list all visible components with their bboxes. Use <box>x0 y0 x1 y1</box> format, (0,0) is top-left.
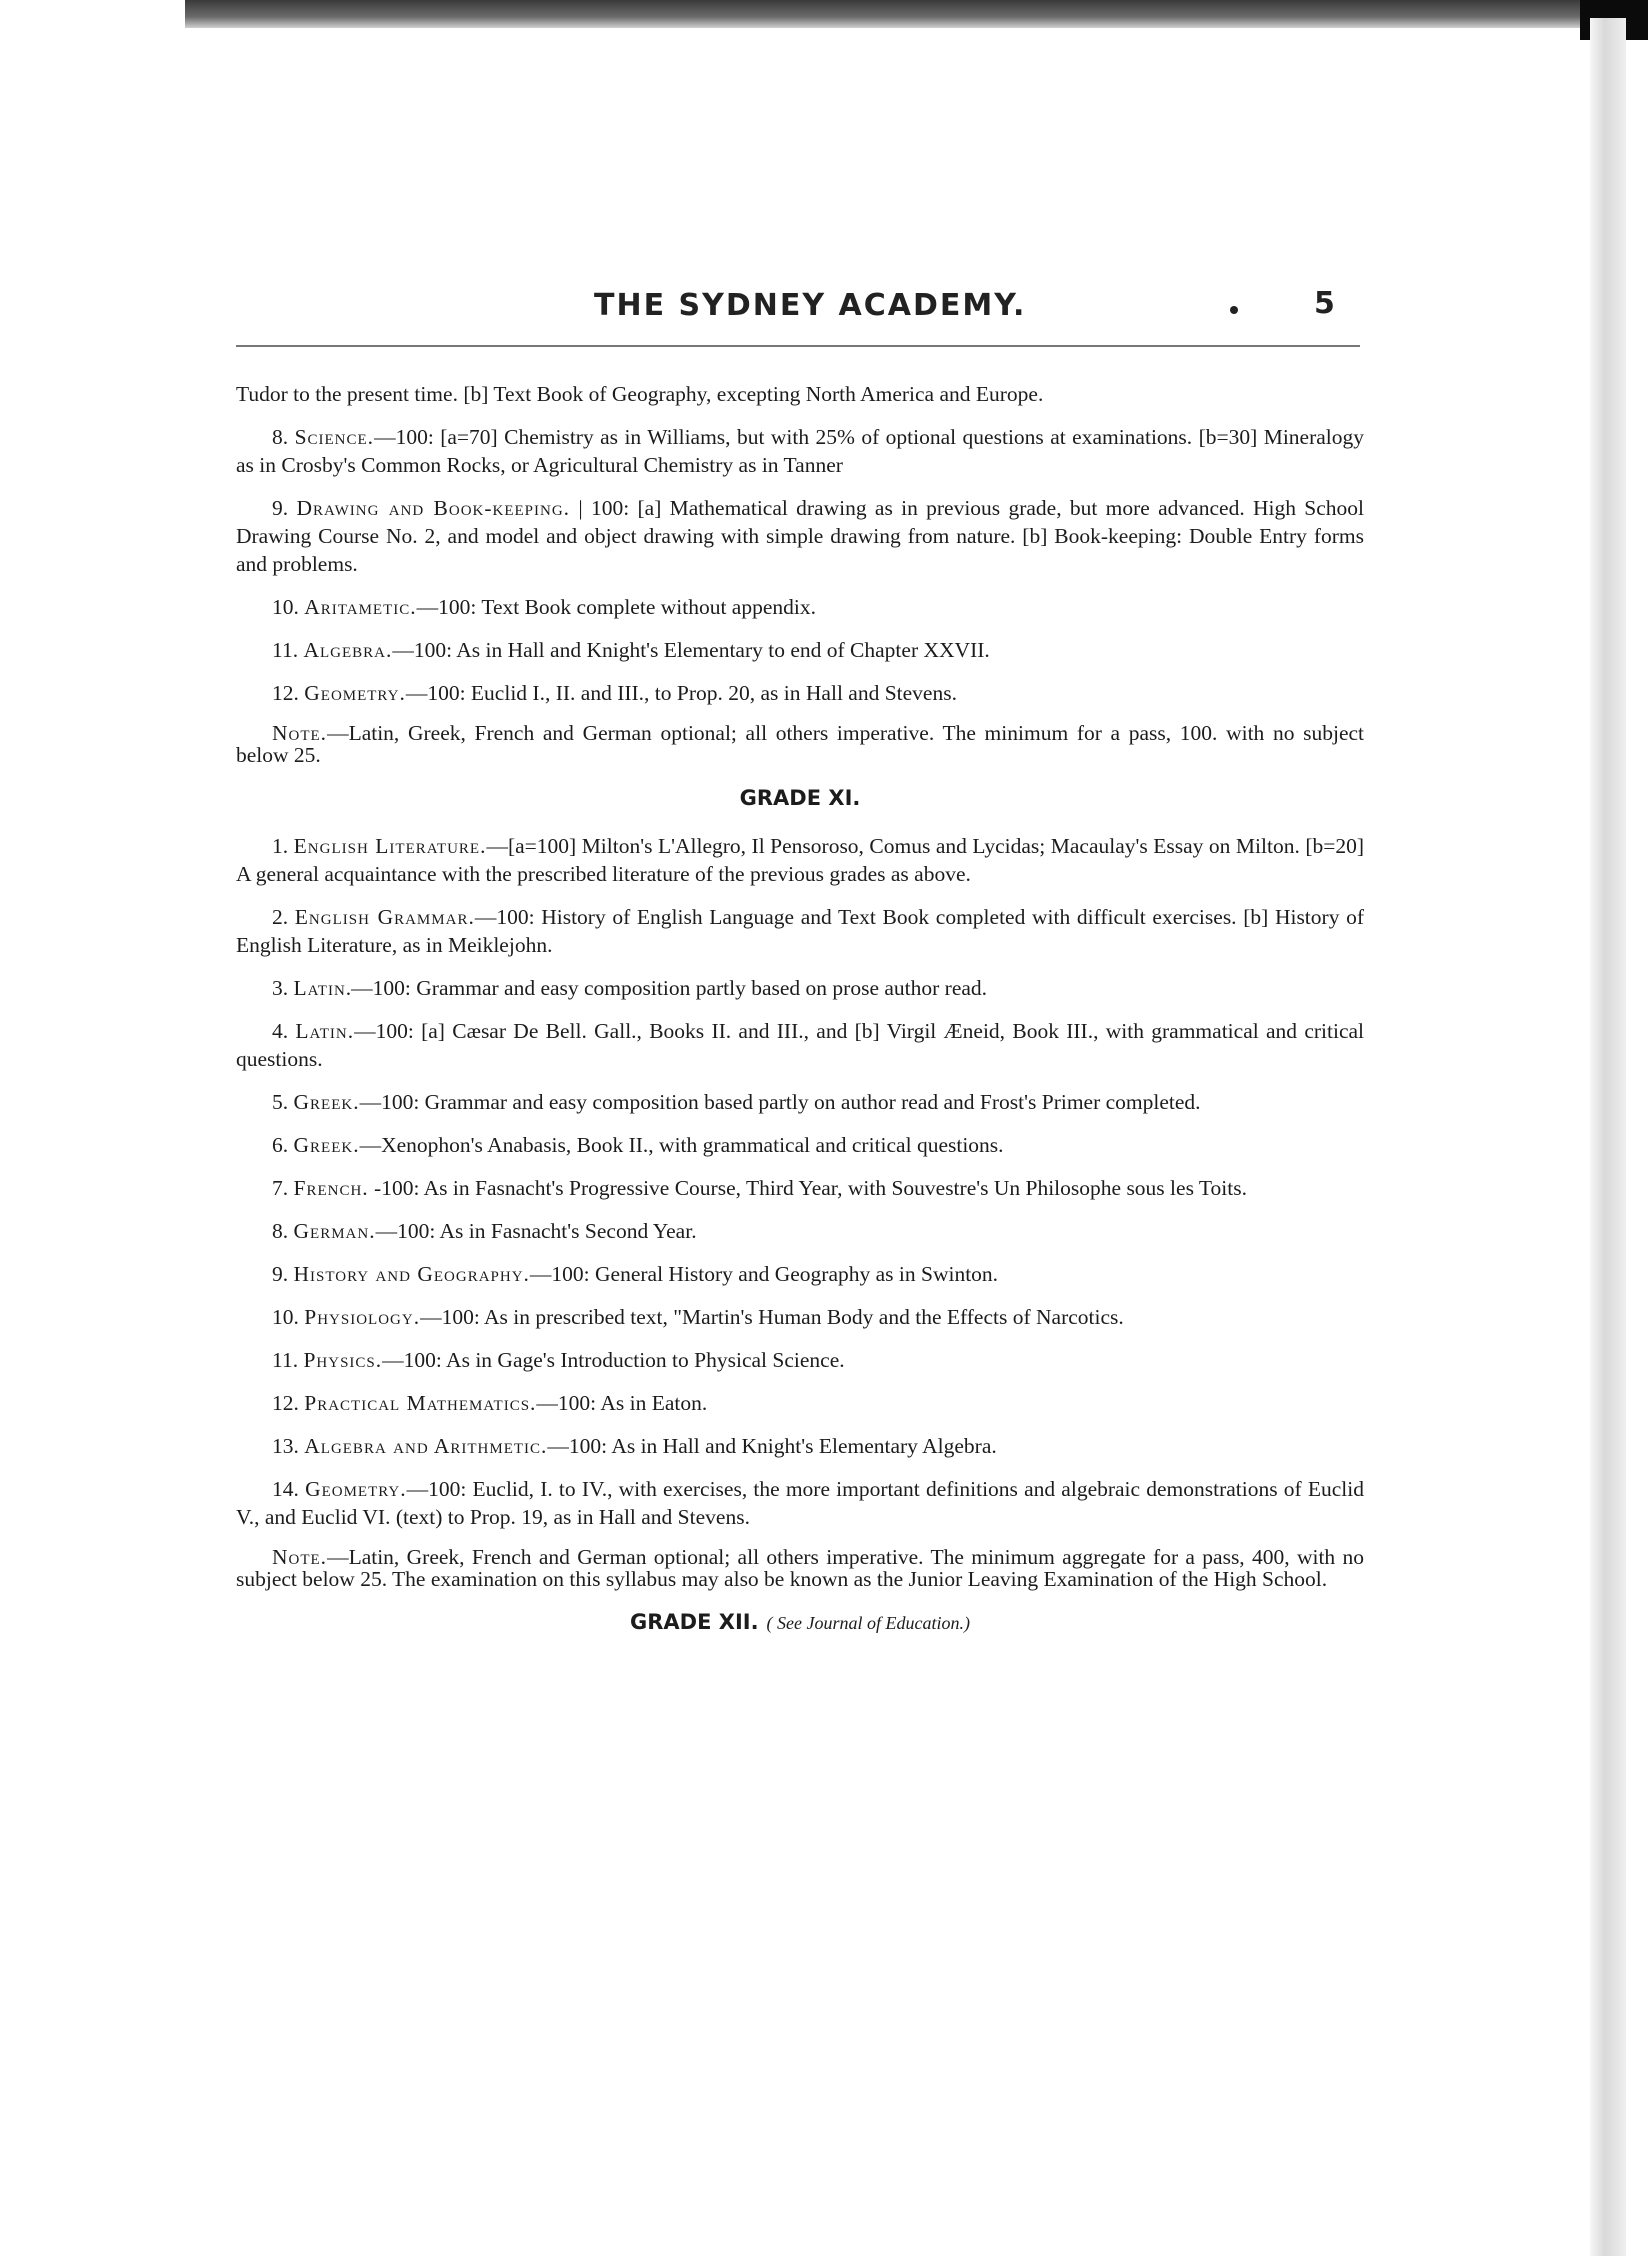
item-subject: Algebra and Arithmetic. <box>304 1434 548 1458</box>
item-subject: Physics. <box>303 1348 383 1372</box>
grade-xii-title: GRADE XII. <box>630 1610 759 1634</box>
item-subject: Geometry. <box>304 681 406 705</box>
item-subject: English Grammar. <box>294 905 475 929</box>
item-number: 8. <box>272 425 289 449</box>
grade-xi-note <box>236 1546 1364 1590</box>
syllabus-item <box>236 494 1364 578</box>
item-number: 10. <box>272 595 299 619</box>
syllabus-item <box>236 1260 1364 1288</box>
item-subject: Practical Mathematics. <box>304 1391 537 1415</box>
item-subject: Drawing and Book-keeping. <box>296 496 571 520</box>
syllabus-item <box>236 1017 1364 1073</box>
item-number: 13. <box>272 1434 299 1458</box>
item-subject: Algebra. <box>303 638 393 662</box>
item-subject: French. <box>293 1176 369 1200</box>
syllabus-item <box>236 903 1364 959</box>
item-text: —100: As in prescribed text, "Martin's Human Body and the Effects of Narcotics. <box>420 1305 1124 1329</box>
grade-xi-heading: GRADE XI. <box>739 786 861 810</box>
item-text: —100: As in Hall and Knight's Elementary Algebra. <box>547 1434 997 1458</box>
item-number: 14. <box>272 1477 299 1501</box>
syllabus-item <box>236 1088 1364 1116</box>
syllabus-item <box>236 1346 1364 1374</box>
grade-x-list <box>236 423 1364 707</box>
item-text: —100: As in Eaton. <box>536 1391 708 1415</box>
page-body <box>236 380 1364 1657</box>
item-number: 4. <box>272 1019 289 1043</box>
item-number: 12. <box>272 681 299 705</box>
syllabus-item <box>236 1475 1364 1531</box>
item-number: 10. <box>272 1305 299 1329</box>
item-text: —Xenophon's Anabasis, Book II., with grammatical and critical questions. <box>359 1133 1004 1157</box>
grade-xii-reference: ( See Journal of Education.) <box>766 1613 970 1633</box>
header-rule <box>236 345 1360 347</box>
running-title: THE SYDNEY ACADEMY. <box>594 288 1027 323</box>
syllabus-item <box>236 1432 1364 1460</box>
item-text: —100: General History and Geography as in Swinton. <box>529 1262 999 1286</box>
note-label: Note. <box>272 1545 328 1569</box>
item-text: —100: Euclid I., II. and III., to Prop. 20, as in Hall and Stevens. <box>405 681 957 705</box>
item-number: 12. <box>272 1391 299 1415</box>
page-right-edge-shadow <box>1590 18 1626 2256</box>
item-subject: Greek. <box>293 1090 360 1114</box>
item-text: —100: Grammar and easy composition based partly on author read and Frost's Primer completed. <box>359 1090 1201 1114</box>
syllabus-item <box>236 1131 1364 1159</box>
item-number: 2. <box>272 905 289 929</box>
syllabus-item <box>236 1174 1364 1202</box>
header-dot <box>1230 306 1238 314</box>
item-subject: Aritametic. <box>304 595 417 619</box>
item-number: 11. <box>272 638 299 662</box>
item-subject: German. <box>293 1219 376 1243</box>
syllabus-item <box>236 1217 1364 1245</box>
item-text: -100: As in Fasnacht's Progressive Course, Third Year, with Souvestre's Un Philosophe sous les Toits. <box>368 1176 1247 1200</box>
syllabus-item <box>236 974 1364 1002</box>
syllabus-item <box>236 423 1364 479</box>
item-subject: Physiology. <box>304 1305 421 1329</box>
item-text: | 100: [a] Mathematical drawing as in previous grade, but more advanced. High School Drawing Course No. 2, and model and object drawing with simple drawing from nature. [b] Book-keeping: Double Entry forms and problems. <box>236 496 1365 576</box>
item-number: 1. <box>272 834 289 858</box>
syllabus-item <box>236 636 1364 664</box>
item-subject: English Literature. <box>293 834 487 858</box>
item-subject: History and Geography. <box>293 1262 530 1286</box>
item-subject: Greek. <box>293 1133 360 1157</box>
grade-xii-heading <box>236 1608 1364 1637</box>
item-text: —100: [a] Cæsar De Bell. Gall., Books II. and III., and [b] Virgil Æneid, Book III., with grammatical and critical questions. <box>236 1019 1365 1071</box>
item-subject: Science. <box>294 425 375 449</box>
page-header <box>236 280 1360 332</box>
grade-xi-list <box>236 832 1364 1531</box>
syllabus-item <box>236 1303 1364 1331</box>
item-text: .—100: Grammar and easy composition partly based on prose author read. <box>345 976 988 1000</box>
item-subject: Geometry. <box>305 1477 407 1501</box>
item-number: 11. <box>272 1348 299 1372</box>
item-text: —100: History of English Language and Text Book completed with difficult exercises. [b] History of English Literature, as in Meiklejohn. <box>236 905 1365 957</box>
item-number: 6. <box>272 1133 289 1157</box>
page-top-edge-shadow <box>185 0 1625 28</box>
item-text: —100: Euclid, I. to IV., with exercises, the more important definitions and algebraic demonstrations of Euclid V., and Euclid VI. (text) to Prop. 19, as in Hall and Stevens. <box>236 1477 1365 1529</box>
item-text: —100: [a=70] Chemistry as in Williams, but with 25% of optional questions at examinations. [b=30] Mineralogy as in Crosby's Common Rocks, or Agricultural Chemistry as in Tanner <box>236 425 1365 477</box>
item-text: —[a=100] Milton's L'Allegro, Il Pensoroso, Comus and Lycidas; Macaulay's Essay on Milton. [b=20] A general acquaintance with the prescribed literature of the previous grades as above. <box>236 834 1365 886</box>
note-text: —Latin, Greek, French and German optional; all others imperative. The minimum for a pass, 100. with no subject below 25. <box>236 721 1364 767</box>
page-number: 5 <box>1314 286 1335 321</box>
grade-x-note <box>236 722 1364 766</box>
note-text: —Latin, Greek, French and German optional; all others imperative. The minimum aggregate for a pass, 400, with no subject below 25. The examination on this syllabus may also be known as the Junior Leaving Examination of the High School. <box>236 1545 1364 1591</box>
item-subject: Latin <box>293 976 346 1000</box>
note-label: Note. <box>272 721 328 745</box>
item-number: 5. <box>272 1090 289 1114</box>
item-text: —100: As in Hall and Knight's Elementary to end of Chapter XXVII. <box>392 638 990 662</box>
item-text: —100: As in Fasnacht's Second Year. <box>375 1219 697 1243</box>
syllabus-item <box>236 1389 1364 1417</box>
item-number: 8. <box>272 1219 289 1243</box>
item-number: 9. <box>272 496 289 520</box>
item-text: —100: As in Gage's Introduction to Physical Science. <box>382 1348 845 1372</box>
continuation-paragraph: Tudor to the present time. [b] Text Book of Geography, excepting North America and Europe. <box>236 382 1044 406</box>
syllabus-item <box>236 593 1364 621</box>
item-number: 9. <box>272 1262 289 1286</box>
item-number: 3. <box>272 976 289 1000</box>
syllabus-item <box>236 679 1364 707</box>
item-subject: Latin. <box>295 1019 355 1043</box>
item-number: 7. <box>272 1176 289 1200</box>
item-text: —100: Text Book complete without appendix. <box>416 595 816 619</box>
syllabus-item <box>236 832 1364 888</box>
